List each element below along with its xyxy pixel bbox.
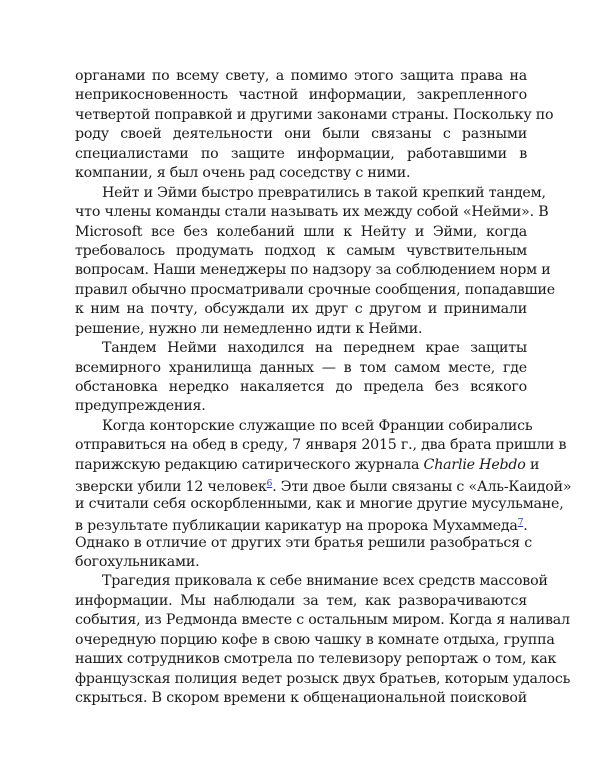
text-line [75, 592, 527, 611]
text-line [75, 339, 527, 358]
text-segment: что члены команды стали называть их между собой «Нейми». В [75, 204, 549, 221]
text-line [75, 203, 549, 222]
text-segment: роду своей деятельности они были связаны с разными [75, 126, 527, 143]
text-line [75, 397, 527, 416]
text-segment: Трагедия приковала к себе внимание всех средств массовой [102, 573, 548, 590]
paragraph [75, 572, 571, 708]
text-segment: скрыться. В скором времени к общенациональной поисковой [75, 690, 527, 706]
text-line [75, 300, 527, 319]
text-segment: богохульниками. [75, 553, 200, 570]
text-segment: неприкосновенность частной информации, закрепленного [75, 87, 527, 104]
text-segment: вопросам. Наши менеджеры по надзору за соблюдением норм и [75, 262, 551, 279]
text-line [75, 86, 527, 105]
text-line [75, 378, 527, 397]
text-segment: предупреждения. [75, 398, 206, 415]
text-segment: Microsoft все без колебаний шли к Нейту и Эйми, когда [75, 223, 527, 240]
text-line [75, 417, 533, 436]
text-line [75, 67, 527, 86]
text-segment: органами по всему свету, а помимо этого защита права на [75, 68, 527, 84]
text-segment: зверски убили 12 человек [75, 479, 267, 496]
text-segment: Тандем Нейми находился на переднем крае защиты [102, 340, 527, 357]
text-segment: четвертой поправкой и другими законами страны. Поскольку по [75, 106, 554, 123]
paragraph [75, 184, 555, 340]
text-line [75, 670, 571, 689]
text-segment: французская полиция ведет розыск двух братьев, которым удалось [75, 670, 571, 687]
text-segment: и [525, 456, 540, 473]
text-line [75, 359, 527, 378]
text-line [75, 281, 555, 300]
text-line [75, 242, 527, 261]
text-line [75, 436, 567, 455]
text-segment: решение, нужно ли немедленно идти к Нейми. [75, 320, 423, 337]
text-segment: парижскую редакцию сатирического журнала [75, 456, 424, 473]
text-line [75, 689, 527, 708]
text-line [75, 553, 527, 572]
text-line [75, 125, 527, 144]
text-segment: требовалось продумать подход к самым чувствительным [75, 242, 527, 259]
text-segment: информации. Мы наблюдали за тем, как разворачиваются [75, 592, 527, 609]
text-line [75, 534, 532, 553]
text-segment: очередную порцию кофе в свою чашку в комнате отдыха, группа [75, 631, 555, 648]
text-segment: отправиться на обед в среду, 7 января 2015 г., два брата пришли в [75, 437, 567, 454]
text-segment: компании, я был очень рад соседству с ними. [75, 165, 411, 182]
text-segment: к ним на почту, обсуждали их друг с другом и принимали [75, 301, 527, 318]
italic-text: Charlie Hebdo [423, 456, 526, 473]
text-segment: наших сотрудников смотрела по телевизору репортаж о том, как [75, 651, 557, 668]
text-segment: . [523, 518, 528, 535]
text-line [75, 106, 554, 125]
text-line [75, 164, 527, 183]
text-segment: Когда конторские служащие по всей Франции собирались [102, 417, 533, 434]
text-segment: Однако в отличие от других эти братья решили разобраться с [75, 534, 532, 551]
text-segment: специалистами по защите информации, работавшими в [75, 145, 527, 162]
text-line [75, 572, 548, 591]
text-segment: события, из Редмонда вместе с остальным миром. Когда я наливал [75, 612, 570, 629]
text-segment: . Эти двое были связаны с «Аль-Каидой» [272, 479, 572, 496]
footnote-link[interactable]: 6 [266, 479, 273, 490]
text-line [75, 475, 572, 496]
text-segment: правил обычно просматривали срочные сообщения, попадавшие [75, 281, 555, 298]
text-segment: всемирного хранилища данных — в том самом месте, где [75, 359, 527, 376]
text-line [75, 650, 557, 669]
text-line [75, 145, 527, 164]
text-line [75, 611, 570, 630]
text-segment: в результате публикации карикатур на пророка Мухаммеда [75, 518, 518, 535]
footnote-link[interactable]: 7 [517, 518, 524, 529]
text-line [75, 514, 527, 533]
paragraph [75, 417, 572, 573]
text-segment: и считали себя оскорбленными, как и многие другие мусульмане, [75, 495, 564, 512]
document-page [75, 67, 572, 708]
text-line [75, 223, 527, 242]
text-line [75, 631, 555, 650]
paragraph [75, 67, 554, 184]
text-line [75, 456, 540, 475]
text-segment: обстановка нередко накаляется до предела без всякого [75, 379, 527, 395]
text-line [75, 495, 564, 514]
text-segment: Нейт и Эйми быстро превратились в такой крепкий тандем, [102, 184, 546, 201]
text-line [75, 184, 546, 203]
text-line [75, 261, 551, 280]
paragraph [75, 339, 527, 417]
text-line [75, 320, 527, 339]
